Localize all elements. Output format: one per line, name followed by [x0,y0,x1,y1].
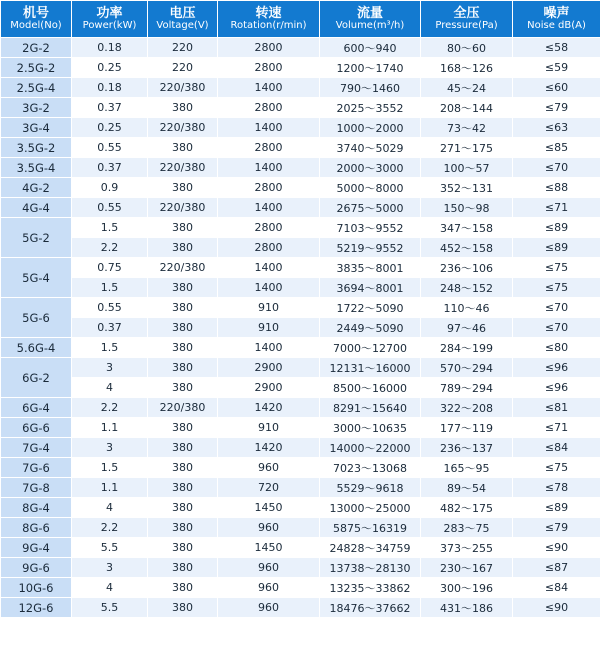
noise-cell: ≤84 [513,578,600,598]
pressure-cell: 373～255 [421,538,513,558]
rotation-cell: 2800 [218,58,320,78]
volume-cell: 3835～8001 [320,258,421,278]
power-cell: 0.37 [72,158,148,178]
rotation-cell: 2800 [218,238,320,258]
pressure-cell: 150～98 [421,198,513,218]
voltage-cell: 380 [148,298,218,318]
model-cell: 5G-4 [1,258,72,298]
voltage-cell: 380 [148,218,218,238]
pressure-cell: 45～24 [421,78,513,98]
noise-cell: ≤75 [513,458,600,478]
voltage-cell: 380 [148,278,218,298]
pressure-cell: 248～152 [421,278,513,298]
power-cell: 2.2 [72,238,148,258]
noise-cell: ≤81 [513,398,600,418]
pressure-cell: 89～54 [421,478,513,498]
noise-cell: ≤89 [513,218,600,238]
table-row [1,578,600,598]
spec-table-body [1,38,600,618]
pressure-cell: 97～46 [421,318,513,338]
table-row [1,438,600,458]
noise-cell: ≤84 [513,438,600,458]
rotation-cell: 1450 [218,538,320,558]
voltage-cell: 380 [148,538,218,558]
header-noise: 噪声 Noise dB(A) [513,1,600,38]
power-cell: 0.9 [72,178,148,198]
pressure-cell: 322～208 [421,398,513,418]
power-cell: 2.2 [72,518,148,538]
model-cell: 10G-6 [1,578,72,598]
table-row [1,538,600,558]
volume-cell: 8500～16000 [320,378,421,398]
noise-cell: ≤70 [513,298,600,318]
volume-cell: 1200～1740 [320,58,421,78]
volume-cell: 5875～16319 [320,518,421,538]
voltage-cell: 220/380 [148,398,218,418]
table-row [1,598,600,618]
power-cell: 4 [72,378,148,398]
rotation-cell: 720 [218,478,320,498]
volume-cell: 3000～10635 [320,418,421,438]
noise-cell: ≤70 [513,158,600,178]
voltage-cell: 380 [148,318,218,338]
pressure-cell: 110～46 [421,298,513,318]
rotation-cell: 1400 [218,258,320,278]
table-row [1,238,600,258]
volume-cell: 5219～9552 [320,238,421,258]
table-row [1,78,600,98]
pressure-cell: 73～42 [421,118,513,138]
model-cell: 2.5G-4 [1,78,72,98]
rotation-cell: 910 [218,298,320,318]
header-model: 机号 Model(No) [1,1,72,38]
power-cell: 3 [72,558,148,578]
volume-cell: 13000～25000 [320,498,421,518]
voltage-cell: 380 [148,98,218,118]
rotation-cell: 910 [218,318,320,338]
voltage-cell: 380 [148,478,218,498]
voltage-cell: 380 [148,338,218,358]
model-cell: 3G-4 [1,118,72,138]
volume-cell: 3694～8001 [320,278,421,298]
rotation-cell: 2800 [218,98,320,118]
volume-cell: 24828～34759 [320,538,421,558]
power-cell: 0.37 [72,318,148,338]
model-cell: 12G-6 [1,598,72,618]
power-cell: 0.55 [72,198,148,218]
voltage-cell: 220 [148,38,218,58]
table-row [1,558,600,578]
volume-cell: 790～1460 [320,78,421,98]
voltage-cell: 380 [148,578,218,598]
voltage-cell: 380 [148,558,218,578]
model-cell: 4G-4 [1,198,72,218]
pressure-cell: 168～126 [421,58,513,78]
pressure-cell: 347～158 [421,218,513,238]
volume-cell: 1722～5090 [320,298,421,318]
noise-cell: ≤58 [513,38,600,58]
rotation-cell: 1450 [218,498,320,518]
power-cell: 0.75 [72,258,148,278]
power-cell: 0.25 [72,118,148,138]
pressure-cell: 570～294 [421,358,513,378]
power-cell: 0.55 [72,138,148,158]
volume-cell: 14000～22000 [320,438,421,458]
pressure-cell: 452～158 [421,238,513,258]
header-rotation: 转速 Rotation(r/min) [218,1,320,38]
noise-cell: ≤87 [513,558,600,578]
rotation-cell: 1400 [218,78,320,98]
pressure-cell: 789～294 [421,378,513,398]
volume-cell: 8291～15640 [320,398,421,418]
voltage-cell: 380 [148,238,218,258]
rotation-cell: 960 [218,458,320,478]
volume-cell: 7103～9552 [320,218,421,238]
rotation-cell: 2900 [218,378,320,398]
table-row [1,338,600,358]
header-power: 功率 Power(kW) [72,1,148,38]
model-cell: 3.5G-4 [1,158,72,178]
rotation-cell: 1400 [218,158,320,178]
rotation-cell: 1400 [218,198,320,218]
volume-cell: 600～940 [320,38,421,58]
voltage-cell: 220/380 [148,118,218,138]
rotation-cell: 1420 [218,438,320,458]
model-cell: 2G-2 [1,38,72,58]
rotation-cell: 910 [218,418,320,438]
pressure-cell: 431～186 [421,598,513,618]
pressure-cell: 80～60 [421,38,513,58]
noise-cell: ≤79 [513,518,600,538]
voltage-cell: 220/380 [148,258,218,278]
pressure-cell: 236～137 [421,438,513,458]
model-cell: 6G-6 [1,418,72,438]
model-cell: 6G-4 [1,398,72,418]
volume-cell: 2025～3552 [320,98,421,118]
pressure-cell: 284～199 [421,338,513,358]
pressure-cell: 271～175 [421,138,513,158]
table-row [1,378,600,398]
pressure-cell: 100～57 [421,158,513,178]
power-cell: 0.18 [72,38,148,58]
pressure-cell: 236～106 [421,258,513,278]
power-cell: 0.37 [72,98,148,118]
table-row [1,418,600,438]
volume-cell: 1000～2000 [320,118,421,138]
rotation-cell: 1400 [218,118,320,138]
rotation-cell: 2800 [218,38,320,58]
noise-cell: ≤59 [513,58,600,78]
model-cell: 3.5G-2 [1,138,72,158]
voltage-cell: 220/380 [148,78,218,98]
model-cell: 5G-6 [1,298,72,338]
noise-cell: ≤75 [513,278,600,298]
table-row [1,158,600,178]
table-row [1,198,600,218]
volume-cell: 7000～12700 [320,338,421,358]
power-cell: 0.25 [72,58,148,78]
pressure-cell: 177～119 [421,418,513,438]
model-cell: 2.5G-2 [1,58,72,78]
volume-cell: 5000～8000 [320,178,421,198]
volume-cell: 13738～28130 [320,558,421,578]
noise-cell: ≤70 [513,318,600,338]
volume-cell: 5529～9618 [320,478,421,498]
header-pressure: 全压 Pressure(Pa) [421,1,513,38]
volume-cell: 12131～16000 [320,358,421,378]
noise-cell: ≤60 [513,78,600,98]
model-cell: 9G-6 [1,558,72,578]
volume-cell: 2000～3000 [320,158,421,178]
pressure-cell: 165～95 [421,458,513,478]
noise-cell: ≤71 [513,418,600,438]
table-row [1,58,600,78]
noise-cell: ≤89 [513,498,600,518]
model-cell: 8G-6 [1,518,72,538]
noise-cell: ≤90 [513,538,600,558]
table-row [1,218,600,238]
voltage-cell: 380 [148,378,218,398]
rotation-cell: 960 [218,558,320,578]
power-cell: 1.5 [72,278,148,298]
noise-cell: ≤89 [513,238,600,258]
voltage-cell: 220/380 [148,158,218,178]
power-cell: 3 [72,438,148,458]
noise-cell: ≤90 [513,598,600,618]
rotation-cell: 1420 [218,398,320,418]
voltage-cell: 380 [148,518,218,538]
table-row [1,258,600,278]
header-volume: 流量 Volume(m³/h) [320,1,421,38]
volume-cell: 3740～5029 [320,138,421,158]
noise-cell: ≤88 [513,178,600,198]
table-row [1,98,600,118]
noise-cell: ≤63 [513,118,600,138]
voltage-cell: 380 [148,498,218,518]
model-cell: 7G-8 [1,478,72,498]
table-row [1,118,600,138]
noise-cell: ≤75 [513,258,600,278]
rotation-cell: 960 [218,598,320,618]
rotation-cell: 960 [218,518,320,538]
volume-cell: 2449～5090 [320,318,421,338]
power-cell: 5.5 [72,538,148,558]
noise-cell: ≤96 [513,378,600,398]
noise-cell: ≤96 [513,358,600,378]
model-cell: 3G-2 [1,98,72,118]
power-cell: 4 [72,578,148,598]
power-cell: 1.1 [72,478,148,498]
table-row [1,398,600,418]
table-row [1,278,600,298]
noise-cell: ≤79 [513,98,600,118]
model-cell: 9G-4 [1,538,72,558]
noise-cell: ≤71 [513,198,600,218]
table-row [1,458,600,478]
model-cell: 6G-2 [1,358,72,398]
pressure-cell: 482～175 [421,498,513,518]
power-cell: 1.5 [72,338,148,358]
power-cell: 1.5 [72,458,148,478]
table-row [1,358,600,378]
noise-cell: ≤80 [513,338,600,358]
table-row [1,298,600,318]
pressure-cell: 208～144 [421,98,513,118]
power-cell: 5.5 [72,598,148,618]
volume-cell: 18476～37662 [320,598,421,618]
rotation-cell: 2900 [218,358,320,378]
model-cell: 4G-2 [1,178,72,198]
pressure-cell: 352～131 [421,178,513,198]
table-row [1,318,600,338]
voltage-cell: 220/380 [148,198,218,218]
power-cell: 4 [72,498,148,518]
voltage-cell: 380 [148,458,218,478]
model-cell: 7G-6 [1,458,72,478]
table-row [1,518,600,538]
rotation-cell: 2800 [218,218,320,238]
header-row [1,1,600,38]
model-cell: 7G-4 [1,438,72,458]
pressure-cell: 300～196 [421,578,513,598]
noise-cell: ≤85 [513,138,600,158]
volume-cell: 2675～5000 [320,198,421,218]
power-cell: 0.18 [72,78,148,98]
model-cell: 5G-2 [1,218,72,258]
model-cell: 5.6G-4 [1,338,72,358]
rotation-cell: 2800 [218,178,320,198]
voltage-cell: 380 [148,438,218,458]
volume-cell: 13235～33862 [320,578,421,598]
rotation-cell: 960 [218,578,320,598]
voltage-cell: 220 [148,58,218,78]
power-cell: 1.5 [72,218,148,238]
rotation-cell: 1400 [218,338,320,358]
pressure-cell: 283～75 [421,518,513,538]
voltage-cell: 380 [148,138,218,158]
power-cell: 0.55 [72,298,148,318]
pressure-cell: 230～167 [421,558,513,578]
power-cell: 3 [72,358,148,378]
voltage-cell: 380 [148,178,218,198]
table-row [1,178,600,198]
rotation-cell: 2800 [218,138,320,158]
voltage-cell: 380 [148,358,218,378]
table-row [1,38,600,58]
table-row [1,138,600,158]
table-row [1,478,600,498]
voltage-cell: 380 [148,418,218,438]
power-cell: 2.2 [72,398,148,418]
voltage-cell: 380 [148,598,218,618]
table-row [1,498,600,518]
power-cell: 1.1 [72,418,148,438]
rotation-cell: 1400 [218,278,320,298]
volume-cell: 7023～13068 [320,458,421,478]
header-voltage: 电压 Voltage(V) [148,1,218,38]
noise-cell: ≤78 [513,478,600,498]
model-cell: 8G-4 [1,498,72,518]
